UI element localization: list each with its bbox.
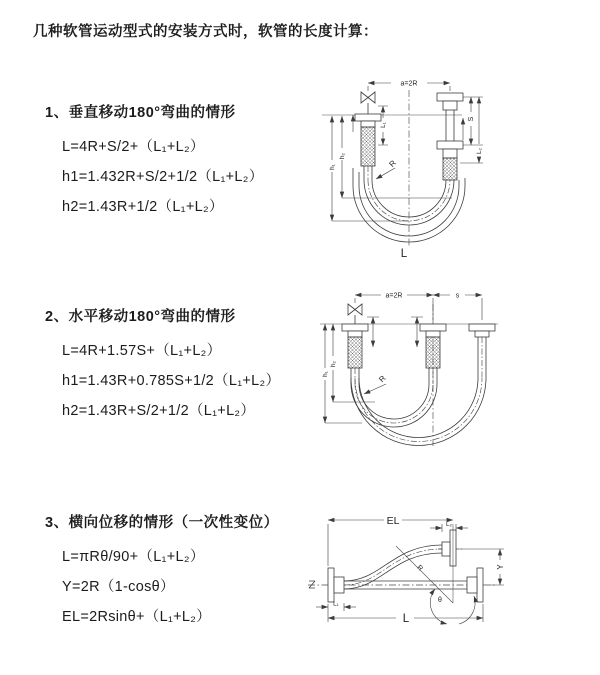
- dim-a2r: [368, 81, 450, 92]
- diagram-vertical-movement: [300, 68, 572, 266]
- dim-label-l1: L₁: [380, 122, 387, 128]
- valve-icon: [361, 92, 375, 114]
- radius-leader: [376, 158, 398, 179]
- dim-label-s: S: [468, 116, 475, 122]
- dim-s: [355, 293, 482, 321]
- dim-label-l1: L₁: [333, 600, 339, 608]
- section-1: [45, 101, 307, 222]
- section-1-heading: 1、垂直移动180°弯曲的情形: [45, 105, 236, 121]
- left-flange: [355, 114, 381, 166]
- dim-label-l2: L₂: [446, 521, 452, 528]
- angle-label: θ: [438, 597, 442, 604]
- valve-icon: [348, 304, 362, 324]
- section-2-formula-h2: h2=1.43R+S/2+1/2（L₁+L₂）: [62, 403, 256, 419]
- section-2-formula-L: L=4R+1.57S+（L₁+L₂）: [62, 343, 222, 359]
- middle-flange: [420, 324, 446, 368]
- right-flange: [467, 568, 483, 602]
- section-1-formula-h1: h1=1.432R+S/2+1/2（L₁+L₂）: [62, 169, 264, 185]
- section-3: [45, 511, 307, 632]
- dim-h2: [339, 116, 452, 198]
- left-flange: [342, 324, 368, 368]
- dim-l1: [378, 106, 388, 145]
- hose-position-2: [351, 337, 486, 445]
- section-3-formula-EL: EL=2Rsinθ+（L₁+L₂）: [62, 609, 212, 625]
- dim-label-l: L: [402, 613, 410, 625]
- dim-label-a2r: a=2R: [385, 292, 403, 300]
- dim-el: [328, 515, 453, 566]
- left-flange: [328, 568, 344, 602]
- dim-label-h1: h₁: [329, 164, 336, 170]
- break-symbol: [309, 581, 315, 588]
- dim-label-el: EL: [386, 515, 400, 527]
- hose-length-label: L: [400, 248, 408, 260]
- radius-label: R: [387, 158, 398, 169]
- right-flange: [469, 324, 495, 337]
- dim-label-h2: h₂: [339, 153, 346, 159]
- dim-l1: [316, 601, 356, 612]
- dim-l2: [476, 97, 483, 163]
- dim-label-h1: h₁: [322, 371, 329, 377]
- right-pipe: [437, 93, 463, 180]
- dim-label-a2r: a=2R: [400, 80, 418, 88]
- section-1-formula-h2: h2=1.43R+1/2（L₁+L₂）: [62, 199, 224, 215]
- section-3-formula-Y: Y=2R（1-cosθ）: [62, 579, 175, 595]
- radius-label: R: [377, 373, 388, 385]
- hose-s-curve: [344, 545, 442, 589]
- section-1-formula-L: L=4R+S/2+（L₁+L₂）: [62, 139, 205, 155]
- dim-l2: [430, 521, 468, 532]
- fitting-dims: [367, 317, 423, 347]
- diagram-horizontal-movement: [300, 280, 580, 475]
- dim-label-s: s: [455, 292, 460, 300]
- section-3-formula-L: L=πRθ/90+（L₁+L₂）: [62, 549, 205, 565]
- section-2-formula-h1: h1=1.43R+0.785S+1/2（L₁+L₂）: [62, 373, 281, 389]
- radius-leader: [364, 374, 388, 394]
- section-2-heading: 2、水平移动180°弯曲的情形: [45, 309, 236, 325]
- page-title: 几种软管运动型式的安装方式时，软管的长度计算：: [33, 24, 378, 40]
- dim-label-y: Y: [496, 564, 505, 570]
- radius-label: R: [415, 564, 424, 573]
- dim-label-h2: h₂: [330, 361, 337, 367]
- angle-construction: [396, 524, 475, 624]
- section-2: [45, 305, 307, 426]
- diagram-lateral-displacement: [300, 500, 590, 655]
- dim-label-l2: L₂: [476, 148, 483, 154]
- section-3-heading: 3、横向位移的情形（一次性变位）: [45, 515, 279, 531]
- displaced-flange: [442, 530, 456, 566]
- dim-a2r: [355, 293, 433, 300]
